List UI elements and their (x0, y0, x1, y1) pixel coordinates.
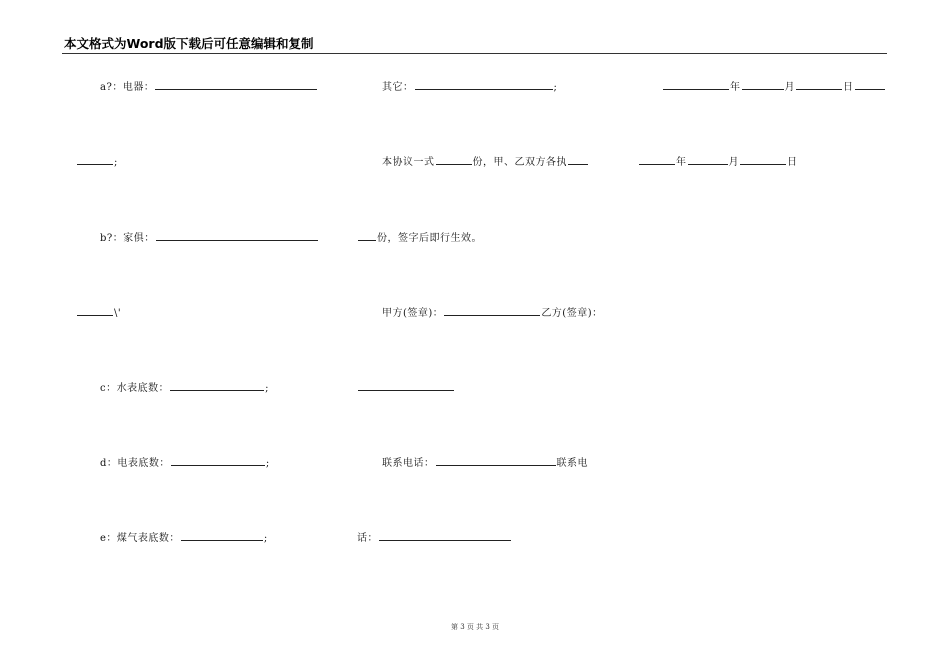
copies-cont-blank[interactable] (358, 231, 376, 241)
appliance-row (100, 80, 318, 93)
gas-meter-label: e：煤气表底数： (100, 533, 180, 544)
other-blank[interactable] (415, 80, 553, 90)
gas-meter-row (100, 531, 268, 544)
phone-cont-b: 话： (357, 533, 378, 544)
copies-continuation (357, 231, 482, 244)
other-row (382, 80, 557, 93)
day-label-1: 日 (843, 82, 854, 93)
water-meter-end: ; (265, 383, 269, 394)
water-meter-blank[interactable] (170, 381, 264, 391)
month-blank-2[interactable] (688, 155, 728, 165)
date-row-2 (638, 155, 798, 168)
water-meter-label: c：水表底数： (100, 383, 170, 394)
other-label: 其它： (382, 82, 414, 93)
month-blank-1[interactable] (742, 80, 784, 90)
other-end: ; (553, 82, 558, 93)
phone-cont-a: 联系电 (556, 458, 588, 469)
phone-row (382, 456, 588, 469)
gas-meter-end: ; (263, 533, 268, 544)
appliance-blank[interactable] (155, 80, 317, 90)
year-blank-1[interactable] (663, 80, 729, 90)
appliance-label: a?：电器： (100, 82, 155, 93)
day-blank-2[interactable] (740, 155, 786, 165)
copies-each-blank[interactable] (568, 155, 588, 165)
furniture-blank[interactable] (156, 231, 318, 241)
electric-meter-blank[interactable] (171, 456, 265, 466)
water-meter-row (100, 381, 269, 394)
copies-prefix: 本协议一式 (382, 157, 435, 168)
phone-label: 联系电话： (382, 458, 435, 469)
party-a-label: 甲方(签章)： (382, 308, 444, 319)
year-blank-2[interactable] (639, 155, 675, 165)
appliance-cont-blank[interactable] (77, 155, 113, 165)
party-b-signature-row (357, 381, 455, 391)
party-a-signature-blank[interactable] (444, 306, 540, 316)
day-label-2: 日 (787, 157, 798, 168)
copies-mid: 份，甲、乙双方各执 (472, 157, 567, 168)
gas-meter-blank[interactable] (181, 531, 263, 541)
year-label-2: 年 (676, 157, 687, 168)
furniture-cont-blank[interactable] (77, 306, 113, 316)
electric-meter-end: ; (265, 458, 270, 469)
month-label-2: 月 (728, 157, 739, 168)
electric-meter-label: d：电表底数： (100, 458, 170, 469)
furniture-cont-end: \' (114, 308, 122, 319)
furniture-continuation (76, 306, 121, 319)
day-blank-1[interactable] (796, 80, 842, 90)
party-b-signature-blank[interactable] (358, 381, 454, 391)
phone-a-blank[interactable] (436, 456, 556, 466)
phone-b-blank[interactable] (379, 531, 511, 541)
trailing-blank-1[interactable] (855, 80, 885, 90)
copies-count-blank[interactable] (436, 155, 472, 165)
appliance-continuation (76, 155, 118, 168)
phone-b-row (357, 531, 512, 544)
electric-meter-row (100, 456, 270, 469)
furniture-row (100, 231, 319, 244)
furniture-label: b?：家俱： (100, 233, 155, 244)
copies-row (382, 155, 589, 168)
party-b-label: 乙方(签章)： (541, 308, 603, 319)
copies-suffix: 份，签字后即行生效。 (377, 233, 482, 244)
signature-row (382, 306, 603, 319)
header-divider (62, 53, 887, 54)
year-label-1: 年 (730, 82, 741, 93)
date-row-1 (662, 80, 886, 93)
appliance-cont-end: ; (114, 157, 118, 168)
document-header-title: 本文格式为Word版下载后可任意编辑和复制 (64, 36, 314, 51)
month-label-1: 月 (784, 82, 795, 93)
page-number-footer: 第 3 页 共 3 页 (450, 623, 500, 631)
